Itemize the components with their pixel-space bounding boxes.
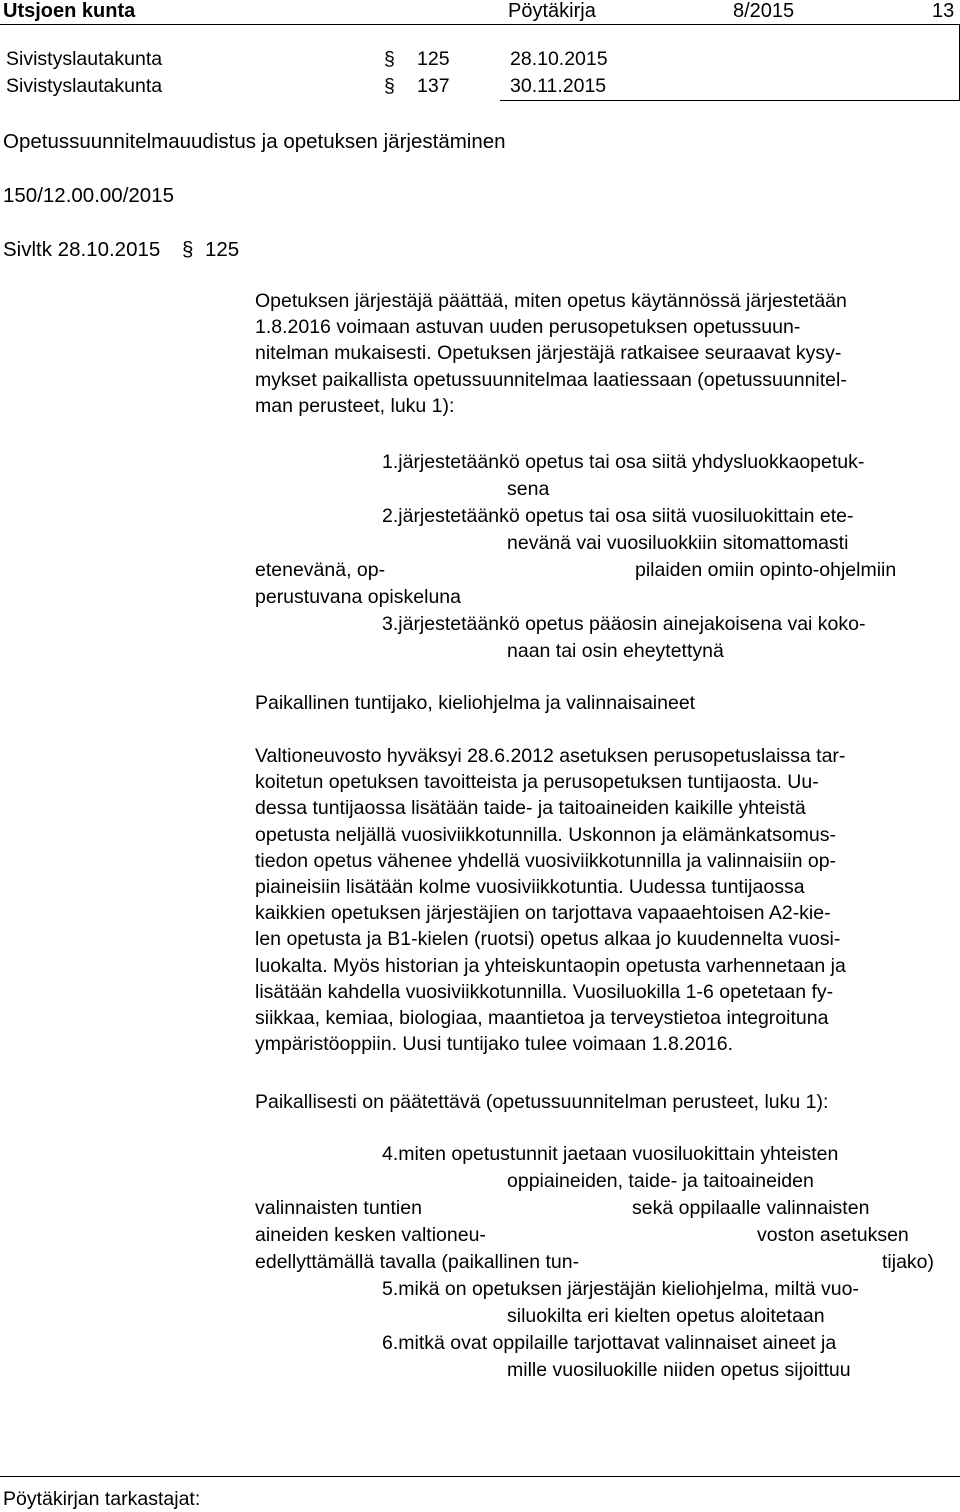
list-item-4-line-3-right: sekä oppilaalle valinnaisten [632,1197,870,1219]
list-item-1-line-1: 1.järjestetäänkö opetus tai osa siitä yhdysluokkaopetuk- [382,451,865,473]
meeting-body-2: Sivistyslautakunta [6,75,163,97]
list-item-2-line-3-right: pilaiden omiin opinto-ohjelmiin [635,559,897,581]
intro-line: mykset paikallista opetussuunnitelmaa laatiessaan (opetussuunnitel- [255,368,847,391]
meeting-body-1: Sivistyslautakunta [6,48,163,70]
meeting-number-1: 125 [417,48,450,70]
subject-title: Opetussuunnitelmauudistus ja opetuksen järjestäminen [3,130,506,153]
local-decisions-intro: Paikallisesti on päätettävä (opetussuunnitelman perusteet, luku 1): [255,1091,829,1113]
list-item-4-line-3-left: valinnaisten tuntien [255,1197,422,1219]
body-line: len opetusta ja B1-kielen (ruotsi) opetus alkaa jo kuudennelta vuosi- [255,928,841,951]
intro-line: 1.8.2016 voimaan astuvan uuden perusopetuksen opetussuun- [255,316,801,339]
body-line: piaineisiin lisätään kolme vuosiviikkotuntia. Uudessa tuntijaossa [255,876,805,899]
body-line: ympäristöoppiin. Uusi tuntijako tulee voimaan 1.8.2016. [255,1033,734,1056]
decision-ref: Sivltk 28.10.2015 [3,238,161,261]
intro-line: Opetuksen järjestäjä päättää, miten opetus käytännössä järjestetään [255,290,847,312]
section-heading: Paikallinen tuntijako, kieliohjelma ja valinnaisaineet [255,692,696,714]
intro-line: man perusteet, luku 1): [255,394,455,417]
list-item-2-line-2: nevänä vai vuosiluokkiin sitomattomasti [507,532,849,554]
page-number: 13 [932,0,955,22]
meeting-number-2: 137 [417,75,450,97]
body-line: opetusta neljällä vuosiviikkotunnilla. Uskonnon ja elämänkatsomus- [255,823,836,846]
meeting-date-1: 28.10.2015 [510,48,608,70]
footer-label: Pöytäkirjan tarkastajat: [3,1488,201,1510]
list-item-6-line-1: 6.mitkä ovat oppilaille tarjottavat valinnaiset aineet ja [382,1332,837,1354]
body-paragraph [255,743,960,1057]
list-item-6-line-2: mille vuosiluokille niiden opetus sijoittuu [507,1359,851,1381]
meeting-date-2: 30.11.2015 [510,75,607,97]
list-item-2-line-1: 2.järjestetäänkö opetus tai osa siitä vuosiluokittain ete- [382,505,854,527]
list-item-3-line-1: 3.järjestetäänkö opetus pääosin ainejakoisena vai koko- [382,613,866,635]
municipality-name: Utsjoen kunta [3,0,136,22]
decision-ref-number: 125 [205,238,240,261]
header-rule [0,24,960,25]
body-line: Valtioneuvosto hyväksyi 28.6.2012 asetuksen perusopetuslaissa tar- [255,745,846,767]
body-line: luokalta. Myös historian ja yhteiskuntaopin opetusta varhennetaan ja [255,954,846,977]
list-item-2-line-3-left: etenevänä, op- [255,559,386,581]
body-line: koitetun opetuksen tavoitteista ja perusopetuksen tuntijaosta. Uu- [255,771,819,794]
list-item-1-line-2: sena [507,478,550,500]
document-type: Pöytäkirja [508,0,596,22]
intro-line: nitelman mukaisesti. Opetuksen järjestäjä ratkaisee seuraavat kysy- [255,342,842,365]
body-line: lisätään kahdella vuosiviikkotunnilla. Vuosiluokilla 1-6 opetetaan fy- [255,980,834,1003]
body-line: siikkaa, kemiaa, biologiaa, maantietoa ja terveystietoa integroituna [255,1007,829,1030]
list-item-2-line-4: perustuvana opiskeluna [255,586,461,608]
list-item-4-line-4-left: aineiden kesken valtioneu- [255,1224,486,1246]
body-line: kaikkien opetuksen järjestäjien on tarjottava vapaaehtoisen A2-kie- [255,902,831,925]
list-item-4-line-5-left: edellyttämällä tavalla (paikallinen tun- [255,1251,580,1273]
list-item-4-line-4-right: voston asetuksen [757,1224,909,1246]
list-item-3-line-2: naan tai osin eheytettynä [507,640,724,662]
document-number: 8/2015 [733,0,795,22]
record-id: 150/12.00.00/2015 [3,184,174,207]
section-sign-2: § [384,75,395,97]
list-item-4-line-5-right: tijako) [882,1251,935,1273]
section-sign-1: § [384,48,395,70]
meetings-rule [500,100,960,101]
footer-rule [0,1476,960,1477]
list-item-4-line-2: oppiaineiden, taide- ja taitoaineiden [507,1170,814,1192]
intro-paragraph [255,288,960,419]
body-line: dessa tuntijaossa lisätään taide- ja taitoaineiden kaikille yhteistä [255,797,806,820]
list-item-5-line-1: 5.mikä on opetuksen järjestäjän kieliohjelma, miltä vuo- [382,1278,859,1300]
body-line: tiedon opetus vähenee yhdellä vuosiviikkotunnilla ja valinnaisiin op- [255,849,837,872]
list-item-5-line-2: siluokilta eri kielten opetus aloitetaan [507,1305,825,1327]
decision-ref-section: § [182,238,194,261]
list-item-4-line-1: 4.miten opetustunnit jaetaan vuosiluokittain yhteisten [382,1143,839,1165]
